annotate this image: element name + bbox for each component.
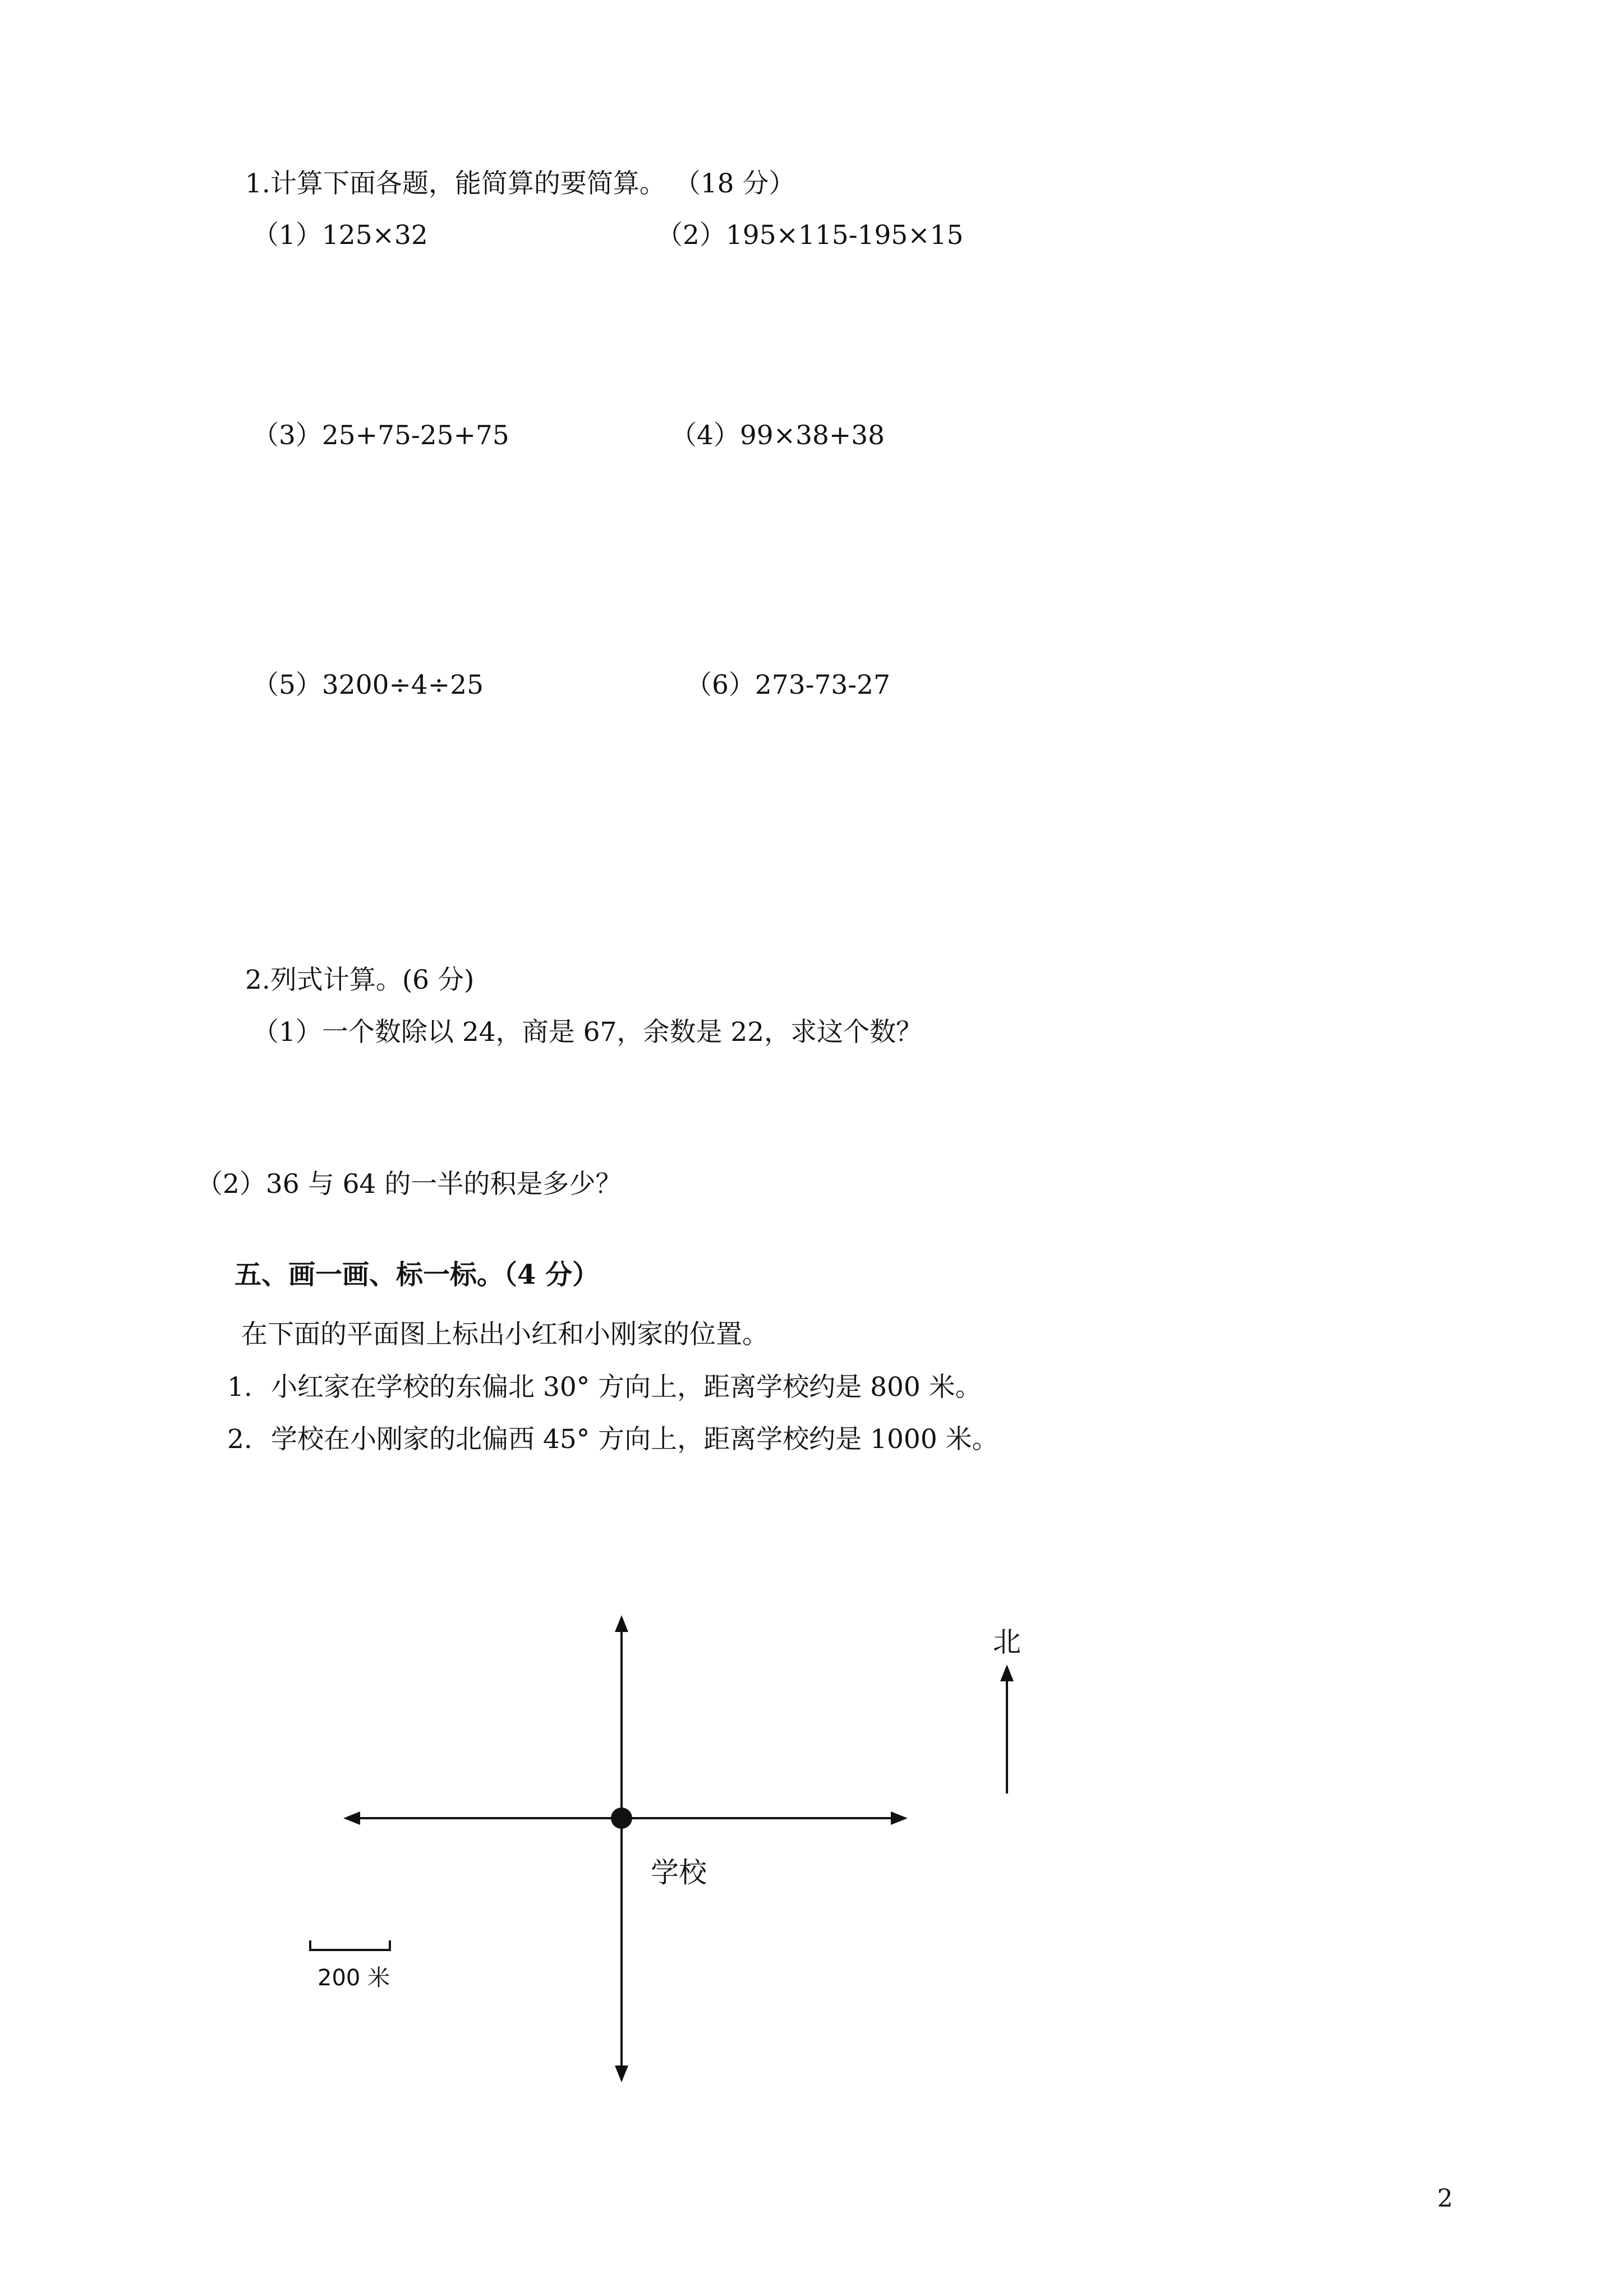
school-point bbox=[611, 1808, 632, 1829]
scale-label: 200 米 bbox=[318, 1965, 390, 1991]
q1-title: 1.计算下面各题，能简算的要简算。 （18 分） bbox=[245, 168, 795, 199]
q2-item-2: （2）36 与 64 的一半的积是多少？ bbox=[196, 1169, 622, 1200]
west-arrowhead bbox=[343, 1811, 360, 1825]
east-arrowhead bbox=[891, 1811, 908, 1825]
page-number: 2 bbox=[1437, 2184, 1453, 2213]
q1-item-5: （5）3200÷4÷25 bbox=[252, 670, 484, 700]
task-2-number: 2. bbox=[227, 1424, 252, 1455]
q1-item-4: （4）99×38+38 bbox=[670, 420, 885, 451]
q1-item-3: （3）25+75-25+75 bbox=[252, 420, 509, 451]
south-arrowhead bbox=[615, 2066, 628, 2082]
task-2-text: 学校在小刚家的北偏西 45° 方向上，距离学校约是 1000 米。 bbox=[271, 1424, 999, 1455]
school-label: 学校 bbox=[651, 1856, 707, 1889]
section-5-instruction: 在下面的平面图上标出小红和小刚家的位置。 bbox=[241, 1319, 769, 1350]
north-label: 北 bbox=[993, 1626, 1021, 1658]
q1-item-2: （2）195×115-195×15 bbox=[656, 220, 964, 251]
task-1-text: 小红家在学校的东偏北 30° 方向上，距离学校约是 800 米。 bbox=[271, 1372, 982, 1403]
q2-item-1: （1）一个数除以 24，商是 67，余数是 22，求这个数？ bbox=[252, 1017, 923, 1048]
q1-item-1: （1）125×32 bbox=[252, 220, 428, 251]
scale-bar bbox=[310, 1940, 390, 1950]
section-5-heading: 五、画一画、标一标。（4 分） bbox=[234, 1259, 600, 1290]
q1-item-6: （6）273-73-27 bbox=[686, 670, 890, 700]
north-arrowhead bbox=[615, 1615, 628, 1632]
north-indicator-arrowhead bbox=[1000, 1665, 1014, 1681]
q2-title: 2.列式计算。(6 分) bbox=[245, 965, 475, 995]
task-1-number: 1. bbox=[227, 1372, 252, 1403]
